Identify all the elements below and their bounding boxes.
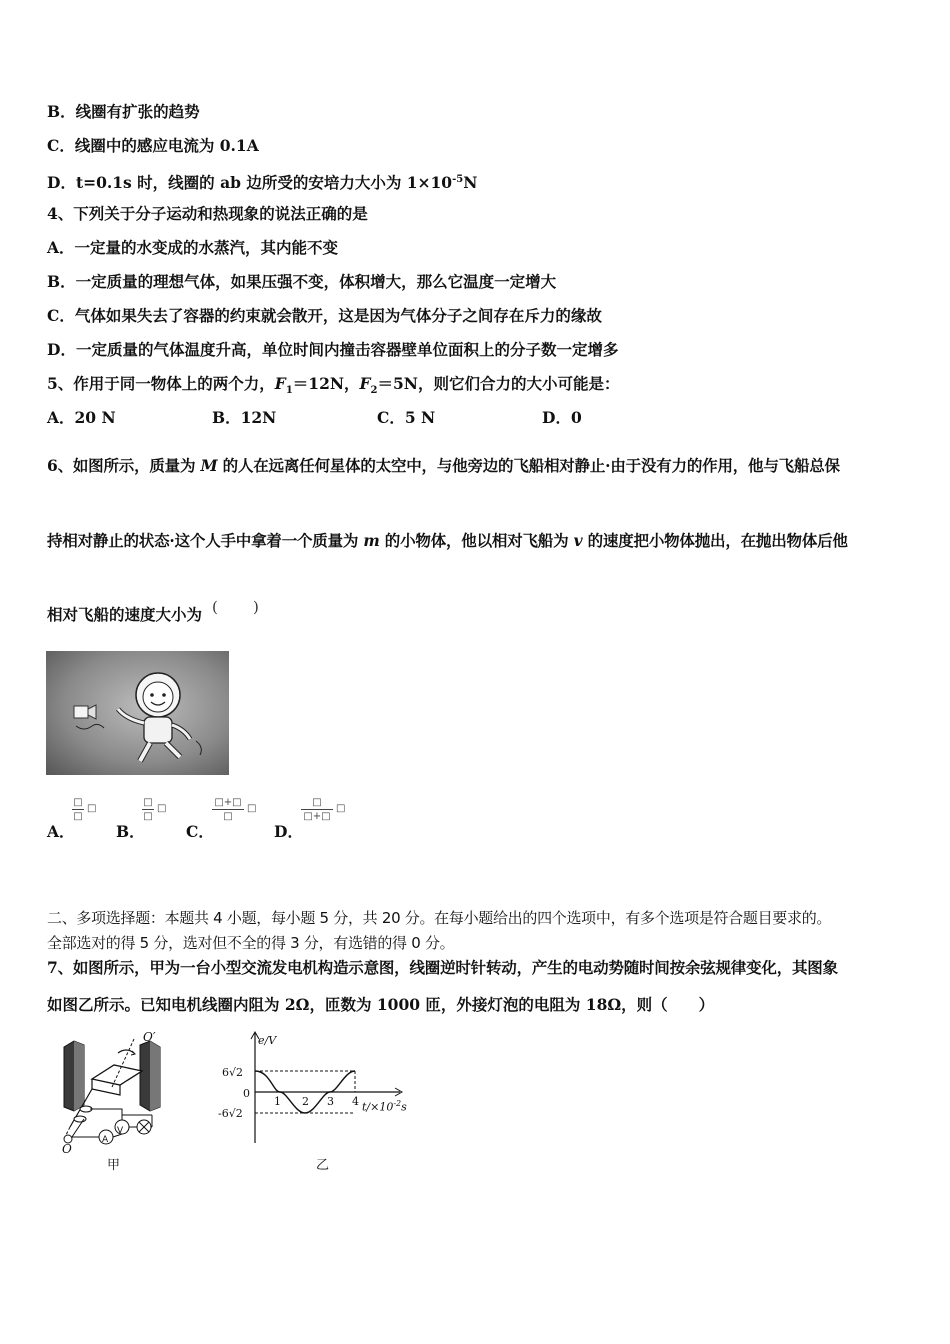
q6-line2-rest: 的速度把小物体抛出，在抛出物体后他: [582, 531, 848, 550]
q6-answer-paren-close: ): [253, 598, 259, 616]
graph-x-tick-2: 2: [302, 1095, 309, 1108]
q3-option-c: C．线圈中的感应电流为 0.1A: [47, 136, 259, 155]
q6-mass-M: M: [200, 456, 218, 475]
q3-option-d-text: D．t=0.1s 时，线圈的 ab 边所受的安培力大小为 1×10: [47, 173, 453, 193]
q4-option-c: C．气体如果失去了容器的约束就会散开，这是因为气体分子之间存在斥力的缘故: [47, 306, 602, 325]
q5-option-a: A．20 N: [47, 408, 116, 427]
q5-f2-subscript: 2: [370, 385, 378, 397]
graph-x-label: [362, 1094, 407, 1118]
q6-option-b-num: □: [143, 797, 153, 808]
q6-option-a-box: □: [87, 803, 97, 814]
q6-option-c-num: □+□: [214, 797, 242, 808]
q6-option-a-fraction: [72, 797, 84, 822]
q5-stem-text: 5、作用于同一物体上的两个力，: [47, 374, 275, 393]
graph-x-label-unit: s: [401, 1100, 407, 1114]
q7-stem-line1: 7、如图所示，甲为一台小型交流发电机构造示意图，线圈逆时针转动，产生的电动势随时间按余弦规律变化，其图象: [47, 958, 838, 977]
q6-option-a-num: □: [73, 797, 83, 808]
q6-answer-paren-open: (: [212, 598, 218, 616]
q6-option-d-label: D．: [274, 822, 303, 841]
figure-yi-label: 乙: [316, 1158, 330, 1173]
q4-option-a: A．一定量的水变成的水蒸汽，其内能不变: [47, 238, 339, 257]
generator-voltmeter-label: V: [117, 1126, 124, 1136]
graph-x-tick-3: 3: [327, 1095, 334, 1108]
q6-line2-mid: 的小物体，他以相对飞船为: [379, 531, 574, 550]
graph-y-tick-bottom: -6√2: [218, 1107, 243, 1120]
q6-option-c-box: □: [247, 803, 257, 814]
q6-option-d-fraction: [301, 797, 333, 822]
q3-option-d-exponent: -5: [452, 174, 464, 185]
q5-f2-symbol: F: [359, 374, 371, 393]
q5-f1-subscript: 1: [285, 385, 293, 397]
section2-instructions-line2: 全部选对的得 5 分，选对但不全的得 3 分，有选错的得 0 分。: [47, 934, 455, 952]
graph-x-label-text: t/×10: [362, 1100, 394, 1114]
q6-velocity-v: v: [573, 531, 583, 550]
graph-x-label-exp: -2: [393, 1099, 402, 1108]
q6-line1-rest: 的人在远离任何星体的太空中，与他旁边的飞船相对静止·由于没有力的作用，他与飞船总保: [217, 456, 840, 475]
q5-f2-value: ＝5N，则它们合力的大小可能是：: [377, 374, 620, 393]
q6-option-d-den: □+□: [303, 811, 331, 822]
q6-option-c-den: □: [223, 811, 233, 822]
graph-y-tick-top: 6√2: [222, 1066, 244, 1079]
q3-option-b: B．线圈有扩张的趋势: [47, 102, 200, 121]
q6-option-c-label: C．: [186, 822, 214, 841]
q4-option-b: B．一定质量的理想气体，如果压强不变，体积增大，那么它温度一定增大: [47, 272, 557, 291]
section2-instructions-line1: 二、多项选择题：本题共 4 小题，每小题 5 分，共 20 分。在每小题给出的四个选项中，有多个选项是符合题目要求的。: [47, 909, 832, 927]
q3-option-d-unit: N: [463, 173, 478, 193]
graph-y-tick-zero: 0: [243, 1087, 250, 1100]
q6-option-a-label: A．: [47, 822, 75, 841]
graph-y-label: e/V: [258, 1034, 277, 1047]
q6-mass-m: m: [363, 531, 380, 550]
q6-line2-text: 持相对静止的状态·这个人手中拿着一个质量为: [47, 531, 364, 550]
figure-jia-label: 甲: [107, 1158, 121, 1173]
q7-stem-line2: 如图乙所示。已知电机线圈内阻为 2Ω，匝数为 1000 匝，外接灯泡的电阻为 18Ω，则（ ）: [47, 995, 715, 1014]
graph-x-tick-1: 1: [274, 1095, 281, 1108]
q4-stem: 4、下列关于分子运动和热现象的说法正确的是: [47, 204, 368, 223]
q6-option-b-label: B．: [116, 822, 145, 841]
q6-option-d-num: □: [312, 797, 322, 808]
q5-option-c: C．5 N: [377, 408, 436, 427]
q6-option-b-fraction: [142, 797, 154, 822]
graph-x-tick-4: 4: [352, 1095, 359, 1108]
q3-option-d: [47, 170, 477, 193]
q6-option-c-fraction: [212, 797, 244, 822]
q6-stem-line3: 相对飞船的速度大小为: [47, 605, 203, 624]
generator-ammeter-label: A: [102, 1135, 109, 1145]
q4-option-d: D．一定质量的气体温度升高，单位时间内撞击容器壁单位面积上的分子数一定增多: [47, 340, 619, 359]
q5-f1-symbol: F: [274, 374, 286, 393]
astronaut-image: [46, 651, 229, 775]
q6-option-b-box: □: [157, 803, 167, 814]
q5-option-b: B．12N: [212, 408, 277, 427]
q5-option-d: D．0: [542, 408, 582, 427]
q6-line1-text: 6、如图所示，质量为: [47, 456, 201, 475]
q6-stem-line2: [47, 531, 848, 551]
q5-stem: [47, 374, 619, 401]
q6-stem-line1: [47, 456, 840, 476]
q5-f1-value: ＝12N，: [292, 374, 360, 393]
q6-option-a-den: □: [73, 811, 83, 822]
generator-axis-o-label: O: [62, 1142, 72, 1156]
q6-option-d-box: □: [336, 803, 346, 814]
q6-option-b-den: □: [143, 811, 153, 822]
generator-axis-oprime-label: O′: [143, 1030, 156, 1044]
